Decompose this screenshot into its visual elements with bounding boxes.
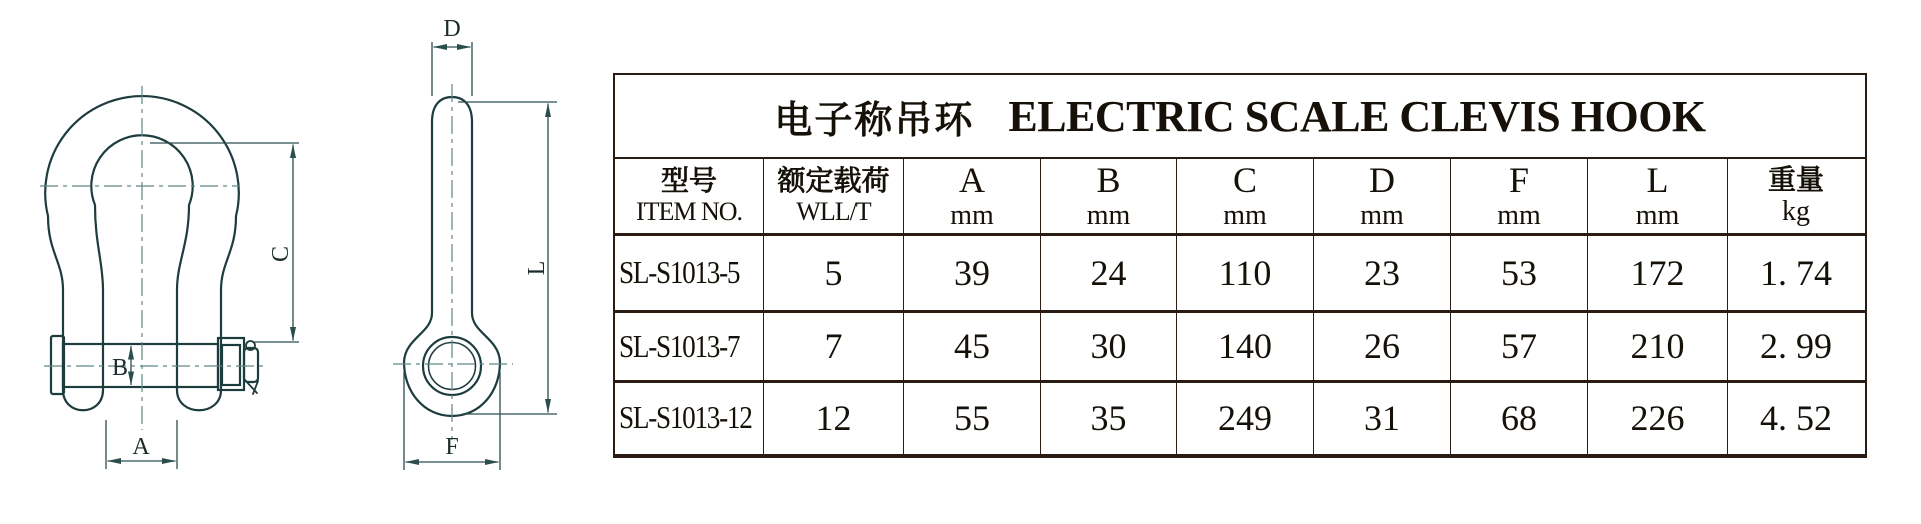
item-no: SL-S1013-12 <box>619 399 752 436</box>
data-cell-weight <box>1728 383 1864 454</box>
dim-label-f: F <box>445 434 459 460</box>
data-cell-b <box>1041 313 1177 380</box>
dim-label-c: C <box>268 245 294 263</box>
value: 24 <box>1090 252 1127 293</box>
header-zh: 重量 <box>1767 164 1824 196</box>
data-cell-wll <box>764 313 904 380</box>
value: 5 <box>824 252 843 293</box>
header-unit: mm <box>1086 200 1131 232</box>
value: 226 <box>1630 398 1685 439</box>
left-foot <box>63 390 103 410</box>
dim-label-l: L <box>524 260 550 276</box>
value: 26 <box>1364 326 1400 367</box>
clevis-hook-drawing <box>0 0 613 524</box>
data-cell-c <box>1177 313 1314 380</box>
header-letter: F <box>1508 160 1530 201</box>
value: 31 <box>1364 398 1400 439</box>
header-cell-l <box>1588 159 1728 233</box>
data-cell-weight <box>1728 236 1864 310</box>
spec-table <box>613 73 1867 458</box>
header-letter: A <box>959 160 985 201</box>
value: 140 <box>1218 326 1272 367</box>
header-unit: kg <box>1782 196 1810 227</box>
dim-label-d: D <box>443 16 461 42</box>
nut-end-cap <box>244 348 258 382</box>
item-no: SL-S1013-7 <box>619 327 740 364</box>
data-cell-l <box>1588 236 1728 310</box>
item-no-cell <box>615 313 764 380</box>
header-cell-b <box>1041 159 1177 233</box>
header-letter: L <box>1646 160 1669 201</box>
data-cell-f <box>1451 236 1588 310</box>
value: 7 <box>824 326 843 367</box>
header-unit: mm <box>1635 200 1680 232</box>
table-row <box>615 236 1865 313</box>
value: 55 <box>954 398 990 439</box>
data-cell-b <box>1041 236 1177 310</box>
header-en: ITEM NO. <box>635 197 743 227</box>
value: 110 <box>1218 252 1272 293</box>
header-letter: B <box>1096 160 1121 201</box>
table-header-row <box>615 159 1865 236</box>
data-cell-a <box>904 236 1041 310</box>
header-zh: 型号 <box>660 165 717 197</box>
data-cell-a <box>904 383 1041 454</box>
value: 4. 52 <box>1760 398 1832 439</box>
data-cell-wll <box>764 236 904 310</box>
value: 2. 99 <box>1760 326 1832 367</box>
value: 39 <box>954 252 990 293</box>
header-cell-c <box>1177 159 1314 233</box>
value: 35 <box>1090 398 1127 439</box>
value: 1. 74 <box>1760 252 1832 293</box>
front-view-dimensions <box>106 143 299 469</box>
dim-label-a: A <box>132 434 150 460</box>
header-cell-a <box>904 159 1041 233</box>
value: 249 <box>1218 398 1272 439</box>
dim-label-b: B <box>111 355 129 381</box>
value: 172 <box>1630 252 1685 293</box>
header-cell-f <box>1451 159 1588 233</box>
value: 30 <box>1090 326 1127 367</box>
header-cell-weight <box>1728 159 1864 233</box>
table-row <box>615 383 1865 454</box>
header-letter: C <box>1232 160 1257 201</box>
value: 57 <box>1501 326 1537 367</box>
value: 53 <box>1501 252 1537 293</box>
right-foot <box>177 390 221 410</box>
data-cell-d <box>1314 236 1451 310</box>
data-cell-d <box>1314 313 1451 380</box>
value: 45 <box>954 326 990 367</box>
table-title <box>615 75 1865 159</box>
header-cell-d <box>1314 159 1451 233</box>
header-cell-item <box>615 159 764 233</box>
header-cell-wll <box>764 159 904 233</box>
data-cell-l <box>1588 383 1728 454</box>
data-cell-l <box>1588 313 1728 380</box>
item-no-cell <box>615 236 764 310</box>
data-cell-wll <box>764 383 904 454</box>
header-unit: mm <box>1360 200 1404 232</box>
header-zh: 额定载荷 <box>777 165 890 197</box>
table-title-zh: 电子称吊环 <box>774 99 975 142</box>
value: 210 <box>1630 326 1685 367</box>
data-cell-c <box>1177 236 1314 310</box>
item-no: SL-S1013-5 <box>619 254 740 291</box>
table-title-en: ELECTRIC SCALE CLEVIS HOOK <box>1008 91 1706 141</box>
data-cell-c <box>1177 383 1314 454</box>
item-no-cell <box>615 383 764 454</box>
header-unit: mm <box>950 200 994 232</box>
header-unit: mm <box>1223 200 1267 232</box>
data-cell-b <box>1041 383 1177 454</box>
data-cell-a <box>904 313 1041 380</box>
data-cell-d <box>1314 383 1451 454</box>
value: 23 <box>1364 252 1400 293</box>
value: 12 <box>815 398 852 439</box>
data-cell-weight <box>1728 313 1864 380</box>
header-letter: D <box>1369 160 1395 201</box>
header-en: WLL/T <box>796 197 871 227</box>
nut <box>222 345 240 385</box>
data-cell-f <box>1451 313 1588 380</box>
data-cell-f <box>1451 383 1588 454</box>
value: 68 <box>1501 398 1537 439</box>
table-row <box>615 313 1865 383</box>
header-unit: mm <box>1497 200 1541 232</box>
